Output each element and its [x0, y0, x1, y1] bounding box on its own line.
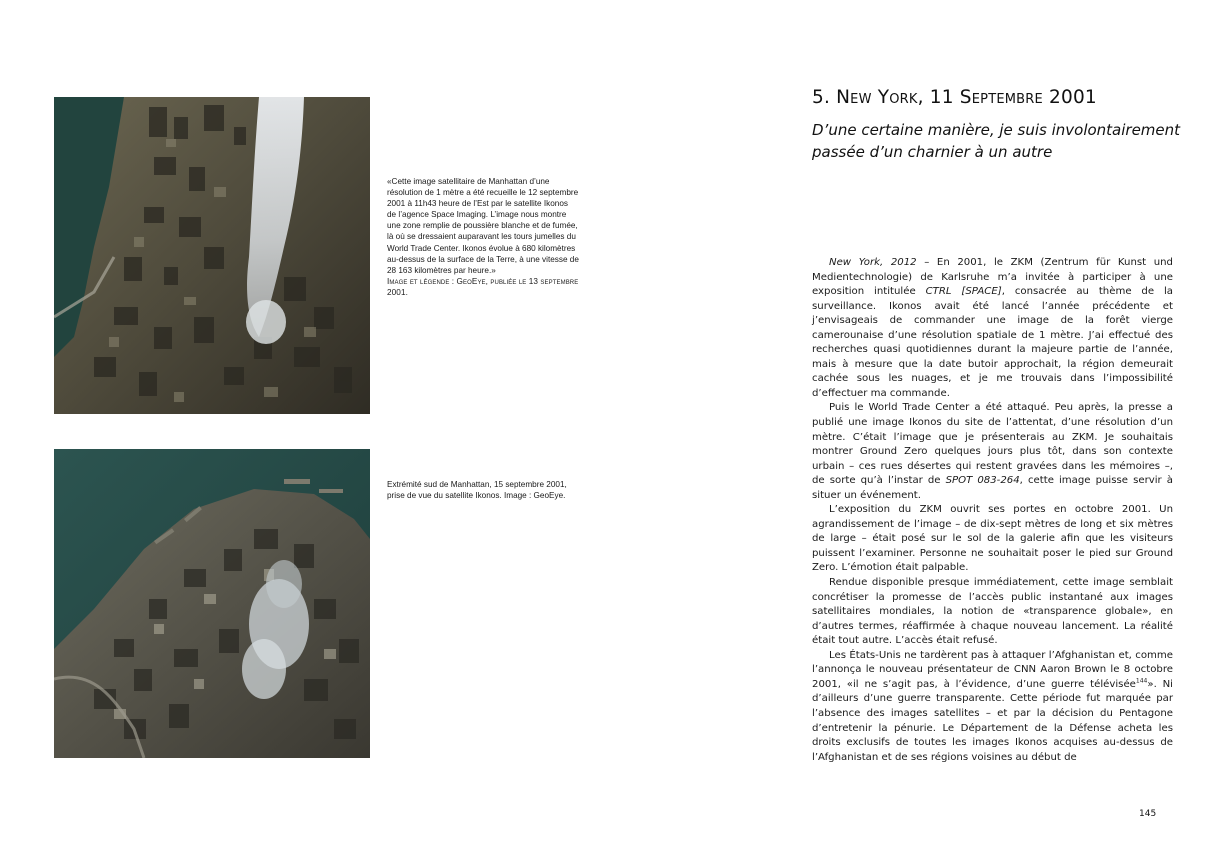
paragraph-5-part-a: Les États-Unis ne tardèrent pas à attaquer l’Afghanistan et, comme l’annonça le nouveau présentateur de CNN Aaron Brown le 8 octobre 2001, «il ne s’agit pas, à l’évidence, d’une guerre télévisée [812, 649, 1173, 690]
satellite-photo-manhattan-smoke [54, 97, 370, 414]
paragraph-1-part-a: – En 2001, le ZKM (Zentrum für Kunst und Medientechnologie) de Karlsruhe m’a invitée à participer à une exposition intitulée [812, 257, 1173, 298]
paragraph-5-part-b: ». Ni d’ailleurs d’une guerre transparente. Cette période fut marquée par l’absence des images satellites – et par la décision du Pentagone d’entretenir la pénurie. Le Département de la Défense acheta les droits exclusifs de toutes les images Ikonos acquises au-dessus de l’Afghanistan et de ses régions voisines au début de [812, 678, 1173, 763]
paragraph-5 [812, 649, 1173, 765]
photo2-caption-text: Extrémité sud de Manhattan, 15 septembre 2001, prise de vue du satellite Ikonos. Image : GeoEye. [387, 480, 567, 501]
paragraph-3: L’exposition du ZKM ouvrit ses portes en octobre 2001. Un agrandissement de l’image – de dix-sept mètres de long et six mètres de large – était posé sur le sol de la galerie afin que les visiteurs puissent l’examiner. Personne ne souhaitait poser le pied sur Ground Zero. L’émotion était palpable. [812, 504, 1173, 574]
paragraph-2-part-a: Puis le World Trade Center a été attaqué. Peu après, la presse a publié une image Ikonos du site de l’attentat, d’une résolution d’un mètre. C’était l’image que je présenterais au ZKM. Je souhaitais montrer Ground Zero quelques jours plus tôt, dans son contexte urbain – ces rues désertes qui restent gravées dans les mémoires –, de sorte qu’à l’instar de [812, 402, 1173, 487]
paragraph-1-part-b: , consacrée au thème de la surveillance. Ikonos avait été lancé l’année précédente et j’envisageais de commander une image de la forêt vierge camerounaise d’une résolution spatiale de 1 mètre. J’ai effectué des recherches quasi quotidiennes durant la majeure partie de l’année, mais à mesure que la date butoir approchait, la région demeurait cachée sous les nuages, et je me trouvais dans l’impossibilité d’effectuer ma commande. [812, 286, 1173, 399]
photo1-caption-text: «Cette image satellitaire de Manhattan d’une résolution de 1 mètre a été recueille le 12 septembre 2001 à 11h43 heure de l’Est par le satellite Ikonos de l’agence Space Imaging. L’image nous montre une zone remplie de poussière blanche et de fumée, là où se dressaient auparavant les tours jumelles du World Trade Center. Ikonos évolue à 680 kilomètres au-dessus de la surface de la Terre, à une vitesse de 28 163 kilomètres par heure.» [387, 177, 579, 275]
chapter-subtitle: D’une certaine manière, je suis involontairement passée d’un charnier à un autre [812, 121, 1181, 161]
body-text [812, 256, 1173, 765]
paragraph-4: Rendue disponible presque immédiatement, cette image semblait concrétiser la promesse de l’accès public instantané aux images satellitaires mondiales, la notion de «transparence globale», en d’autres termes, réaffirmée à chaque nouveau lancement. La réalité était tout autre. L’accès était refusé. [812, 577, 1173, 647]
paragraph-1 [812, 256, 1173, 401]
satellite-photo-lower-manhattan [54, 449, 370, 758]
paragraph-2-part-b: , cette image puisse servir à situer un événement. [812, 475, 1173, 501]
photo1-caption-credit: Image et légende : GeoEye, publiée le 13 septembre 2001. [387, 276, 579, 297]
photo2-caption [387, 479, 579, 501]
footnote-ref-144[interactable]: 144 [1135, 677, 1148, 685]
paragraph-1-exhibition-title: CTRL [SPACE] [925, 286, 1002, 298]
paragraph-2-artwork-title: SPOT 083-264 [945, 475, 1020, 487]
page-number: 145 [1139, 809, 1157, 819]
paragraph-1-lead: New York, 2012 [829, 257, 917, 268]
paragraph-2 [812, 401, 1173, 503]
chapter-title: 5. New York, 11 Septembre 2001 [812, 87, 1097, 108]
photo1-caption [387, 176, 579, 298]
